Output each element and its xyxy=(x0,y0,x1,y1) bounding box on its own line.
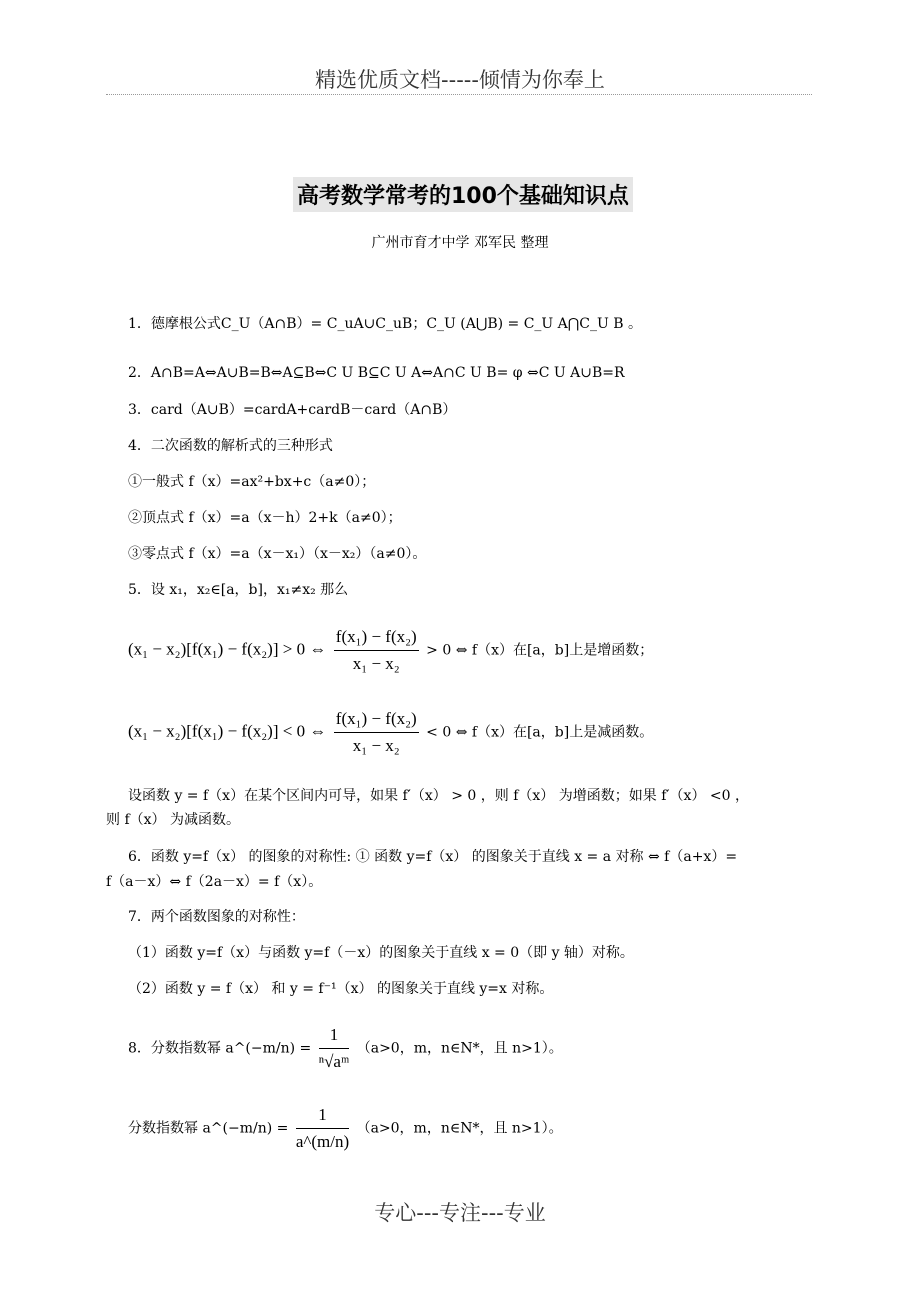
formula-right: < 0 ⇔ f（x）在[a，b]上是减函数。 xyxy=(426,724,654,741)
header-divider xyxy=(106,94,812,95)
fraction-numerator: 1 xyxy=(296,1104,349,1129)
item-1: 1．德摩根公式C_U（A∩B）= C_uA∪C_uB；C_U (A⋃B) = C_U A⋂C_U B 。 xyxy=(128,316,642,332)
fraction-denominator: x₁ − x₂ xyxy=(352,736,400,755)
formula-left: (x₁ − x₂)[f(x₁) − f(x₂)] > 0 ⇔ xyxy=(128,639,327,659)
item-5-decreasing xyxy=(128,708,653,757)
item-3: 3．card（A∪B）=cardA+cardB－card（A∩B） xyxy=(128,402,457,418)
fraction xyxy=(334,626,419,675)
fraction-numerator: 1 xyxy=(319,1024,350,1049)
item-4-zero-form: ③零点式 f（x）=a（x－x₁）（x－x₂）（a≠0）。 xyxy=(128,546,427,562)
item-7: 7．两个函数图象的对称性： xyxy=(128,909,305,925)
item-7-part2: （2）函数 y = f（x） 和 y = f⁻¹（x） 的图象关于直线 y=x 对称。 xyxy=(128,981,554,997)
item-8-root-form xyxy=(128,1024,563,1073)
formula-right: （a>0，m，n∈N*，且 n>1）。 xyxy=(356,1040,563,1057)
item-8-power-form xyxy=(128,1104,563,1153)
document-title: 高考数学常考的100个基础知识点 xyxy=(293,177,633,212)
item-4: 4．二次函数的解析式的三种形式 xyxy=(128,438,333,454)
item-4-vertex-form: ②顶点式 f（x）=a（x－h）2+k（a≠0）； xyxy=(128,510,402,526)
fraction-denominator: ⁿ√aᵐ xyxy=(318,1052,350,1071)
fraction-numerator: f(x₁) − f(x₂) xyxy=(334,626,419,651)
formula-left: 8．分数指数幂 a^(−m/n) = xyxy=(128,1040,312,1057)
item-6-line1: 6．函数 y=f（x） 的图象的对称性: ① 函数 y=f（x） 的图象关于直线 x = a 对称 ⇔ f（a+x）= xyxy=(128,849,738,865)
item-4-general-form: ①一般式 f（x）=ax²+bx+c（a≠0）； xyxy=(128,474,376,490)
fraction-denominator: a^(m/n) xyxy=(295,1132,350,1151)
item-5-increasing xyxy=(128,626,653,675)
item-5-derivative-line2: 则 f（x） 为减函数。 xyxy=(106,812,240,828)
item-5-derivative-line1: 设函数 y = f（x）在某个区间内可导，如果 f′（x） > 0 ，则 f（x） 为增函数；如果 f′（x） <0 ， xyxy=(128,788,749,804)
formula-right: （a>0，m，n∈N*，且 n>1）。 xyxy=(356,1120,563,1137)
item-6-line2: f（a－x）⇔ f（2a－x）= f（x）。 xyxy=(106,874,323,890)
item-5: 5．设 x₁，x₂∈[a，b]，x₁≠x₂ 那么 xyxy=(128,582,349,598)
item-7-part1: （1）函数 y=f（x）与函数 y=f（－x）的图象关于直线 x = 0（即 y 轴）对称。 xyxy=(128,945,634,961)
page-footer: 专心---专注---专业 xyxy=(374,1201,546,1225)
fraction xyxy=(296,1104,349,1153)
fraction xyxy=(319,1024,350,1073)
page-header: 精选优质文档-----倾情为你奉上 xyxy=(315,68,605,92)
fraction xyxy=(334,708,419,757)
fraction-denominator: x₁ − x₂ xyxy=(352,654,400,673)
item-2: 2．A∩B=A⇔A∪B=B⇔A⊆B⇔C U B⊆C U A⇔A∩C U B= φ ⇔C U A∪B=R xyxy=(128,365,625,381)
document-author: 广州市育才中学 邓军民 整理 xyxy=(371,235,549,251)
formula-left: (x₁ − x₂)[f(x₁) − f(x₂)] < 0 ⇔ xyxy=(128,721,327,741)
formula-right: > 0 ⇔ f（x）在[a，b]上是增函数； xyxy=(426,642,654,659)
fraction-numerator: f(x₁) − f(x₂) xyxy=(334,708,419,733)
formula-left: 分数指数幂 a^(−m/n) = xyxy=(128,1120,289,1137)
